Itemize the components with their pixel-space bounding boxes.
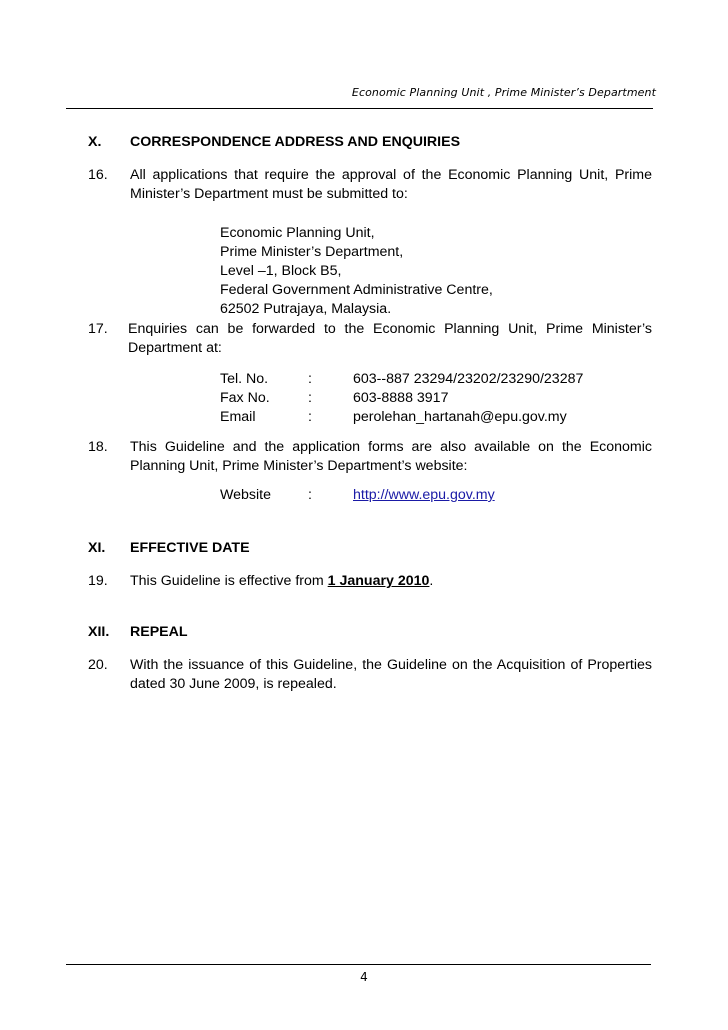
paragraph-text-after: . [429,573,434,589]
paragraph-number: 20. [88,657,108,673]
address-line: 62502 Putrajaya, Malaysia. [220,301,392,317]
paragraph-19 [88,572,652,591]
website-colon: : [308,487,312,503]
paragraph-18 [88,438,652,476]
section-title: EFFECTIVE DATE [130,540,250,556]
paragraph-text [130,572,652,591]
section-number: X. [88,134,102,150]
address-line: Prime Minister’s Department, [220,244,404,260]
paragraph-text: All applications that require the approval of the Economic Planning Unit, Prime Minister’s Department must be submitted to: [130,167,652,202]
section-heading-xii [88,623,652,642]
contact-value: 603--887 23294/23202/23290/23287 [353,371,584,387]
contact-label: Tel. No. [220,371,269,387]
section-heading-xi [88,539,652,558]
paragraph-number: 19. [88,573,108,589]
paragraph-number: 18. [88,439,108,455]
website-link[interactable]: http://www.epu.gov.my [353,487,495,503]
address-line: Level –1, Block B5, [220,263,342,279]
contact-label: Fax No. [220,390,270,406]
website-label: Website [220,487,271,503]
paragraph-16 [88,166,652,204]
running-header: Economic Planning Unit , Prime Minister’s Department [351,86,656,99]
footer-rule [66,964,651,965]
paragraph-text: Enquiries can be forwarded to the Economic Planning Unit, Prime Minister’s Department at: [128,321,652,356]
contact-colon: : [308,371,312,387]
section-title: CORRESPONDENCE ADDRESS AND ENQUIRIES [130,134,461,150]
paragraph-text: With the issuance of this Guideline, the Guideline on the Acquisition of Properties dated 30 June 2009, is repealed. [130,657,652,692]
contact-colon: : [308,409,312,425]
paragraph-number: 17. [88,321,108,337]
address-line: Federal Government Administrative Centre, [220,282,493,298]
paragraph-number: 16. [88,167,108,183]
section-number: XII. [88,624,110,640]
paragraph-text-before: This Guideline is effective from [130,573,328,589]
contact-value: 603-8888 3917 [353,390,449,406]
paragraph-20 [88,656,652,694]
paragraph-text: This Guideline and the application forms are also available on the Economic Planning Unit, Prime Minister’s Department’s website: [130,439,652,474]
header-rule [66,108,653,109]
effective-date: 1 January 2010 [327,573,430,589]
section-title: REPEAL [130,624,188,640]
section-heading-x [88,133,652,152]
page-number: 4 [360,970,368,984]
contact-value: perolehan_hartanah@epu.gov.my [353,409,567,425]
contact-colon: : [308,390,312,406]
contact-label: Email [220,409,256,425]
address-line: Economic Planning Unit, [220,225,375,241]
section-number: XI. [88,540,106,556]
paragraph-17 [88,320,652,358]
